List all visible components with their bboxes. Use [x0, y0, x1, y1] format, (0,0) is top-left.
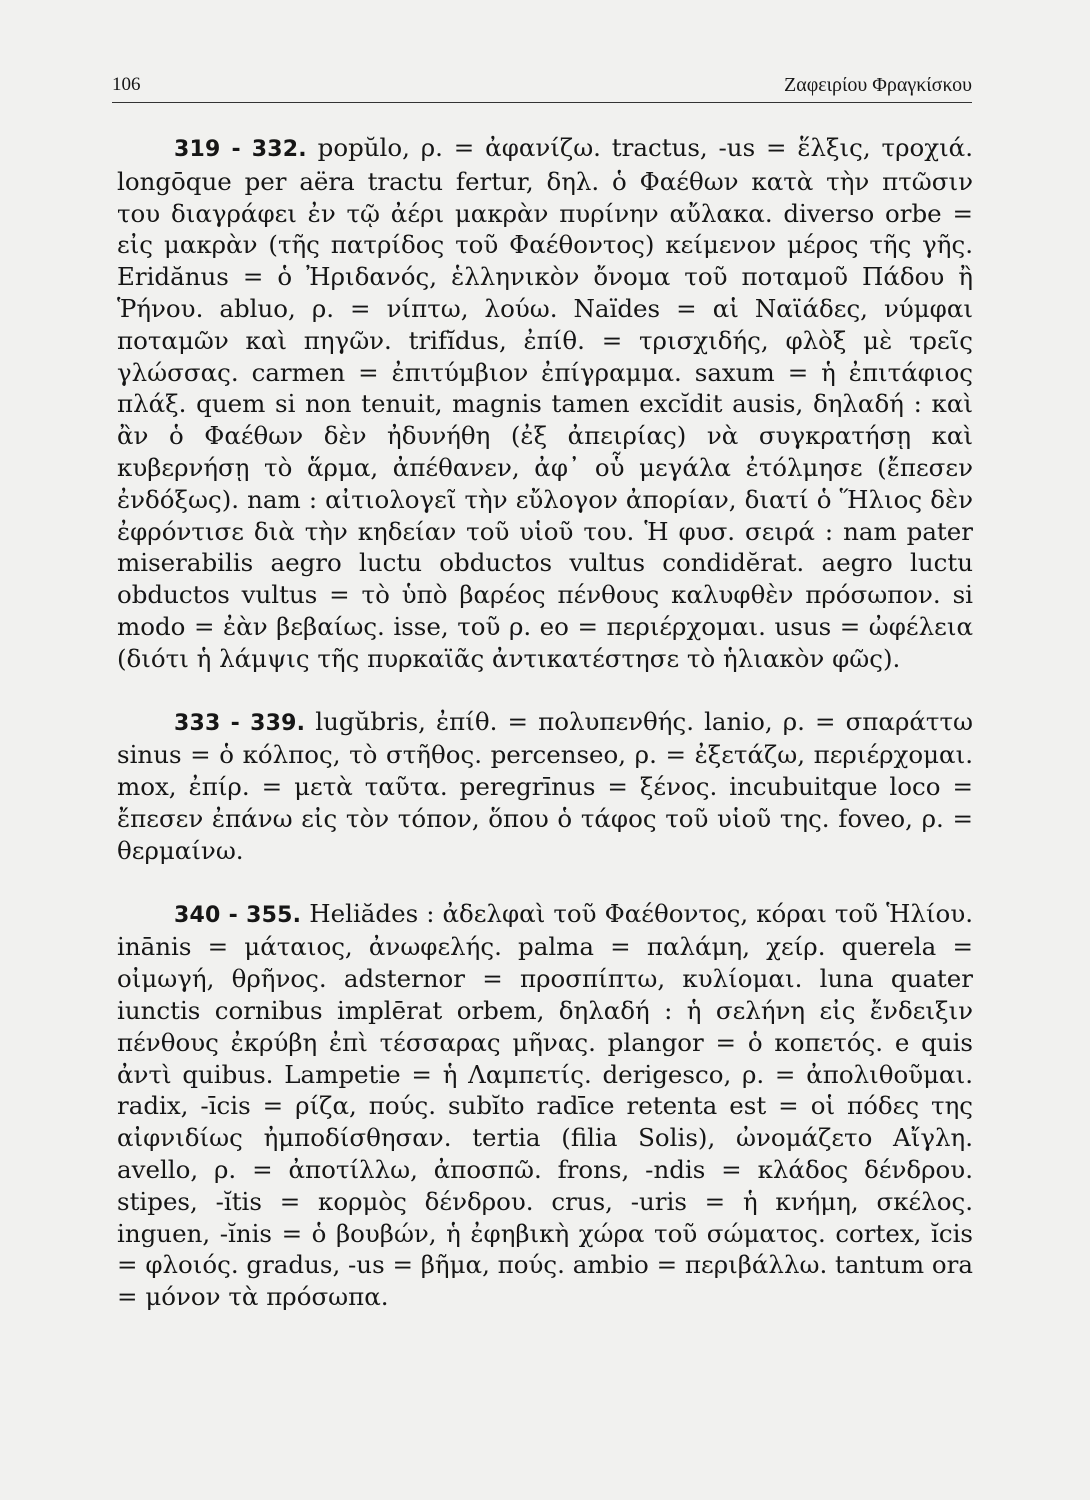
verse-reference: 333 - 339.	[174, 710, 306, 736]
running-title: Ζαφειρίου Φραγκίσκου	[784, 73, 972, 96]
verse-reference: 340 - 355.	[174, 902, 302, 928]
entry-text: popŭlo, ρ. = ἀφανίζω. tractus, -us = ἕλξις, τροχιά. longōque per aëra tractu fertur, δηλ. ὁ Φαέθων κατὰ τὴν πτῶσιν του διαγράφει ἐν τῷ ἀέρι μακρὰν πυρίνην αὔλακα. diverso orbe = εἰς μακρὰν (τῆς πατρίδος τοῦ Φαέθοντος) κείμενον μέρος τῆς γῆς. Eridănus = ὁ Ἠριδανός, ἑλληνικὸν ὄνομα τοῦ ποταμοῦ Πάδου ἢ Ῥήνου. abluo, ρ. = νίπτω, λούω. Naïdes = αἱ Ναϊάδες, νύμφαι ποταμῶν καὶ πηγῶν. trifĭdus, ἐπίθ. = τρισχιδής, φλὸξ μὲ τρεῖς γλώσσας. carmen = ἐπιτύμβιον ἐπίγραμμα. saxum = ἡ ἐπιτάφιος πλάξ. quem si non tenuit, magnis tamen excĭdit ausis, δηλαδή : καὶ ἂν ὁ Φαέθων δὲν ἠδυνήθη (ἐξ ἀπειρίας) νὰ συγκρατήσῃ καὶ κυβερνήσῃ τὸ ἅρμα, ἀπέθανεν, ἀφ᾽ οὗ μεγάλα ἐτόλμησε (ἔπεσεν ἐνδόξως). nam : αἰτιολογεῖ τὴν εὔλογον ἀπορίαν, διατί ὁ Ἥλιος δὲν ἐφρόντισε διὰ τὴν κηδείαν τοῦ υἱοῦ του. Ἡ φυσ. σειρά : nam pater miserabilis aegro luctu obductos vultus condidĕrat. aegro luctu obductos vultus = τὸ ὑπὸ βαρέος πένθους καλυφθὲν πρόσωπον. si modo = ἐὰν βεβαίως. isse, τοῦ ρ. eo = περιέρχομαι. usus = ὠφέλεια (διότι ἡ λάμψις τῆς πυρκαϊᾶς ἀντικατέστησε τὸ ἡλιακὸν φῶς).	[117, 133, 974, 673]
entry-text: lugŭbris, ἐπίθ. = πολυπενθής. lanio, ρ. = σπαράττω sinus = ὁ κόλπος, τὸ στῆθος. percenseo, ρ. = ἐξετάζω, περιέρχομαι. mox, ἐπίρ. = μετὰ ταῦτα. peregrīnus = ξένος. incubuitque loco = ἔπεσεν ἐπάνω εἰς τὸν τόπον, ὅπου ὁ τάφος τοῦ υἱοῦ της. foveo, ρ. = θερμαίνω.	[117, 706, 973, 865]
commentary-entry	[117, 706, 973, 867]
commentary-body	[117, 132, 973, 1344]
commentary-entry	[117, 898, 973, 1313]
page-number: 106	[112, 74, 141, 95]
commentary-entry	[117, 132, 973, 675]
entry-text: Heliădes : ἀδελφαὶ τοῦ Φαέθοντος, κόραι τοῦ Ἡλίου. inānis = μάταιος, ἀνωφελής. palma = παλάμη, χείρ. querela = οἰμωγή, θρῆνος. adsternor = προσπίπτω, κυλίομαι. luna quater iunctis cornibus implērat orbem, δηλαδή : ἡ σελήνη εἰς ἔνδειξιν πένθους ἐκρύβη ἐπὶ τέσσαρας μῆνας. plangor = ὁ κοπετός. e quis ἀντὶ quibus. Lampetie = ἡ Λαμπετίς. derigesco, ρ. = ἀπολιθοῦμαι. radix, -īcis = ρίζα, πούς. subĭto radīce retenta est = οἱ πόδες της αἰφνιδίως ἠμποδίσθησαν. tertia (filia Solis), ὠνομάζετο Αἴγλη. avello, ρ. = ἀποτίλλω, ἀποσπῶ. frons, -ndis = κλάδος δένδρου. stipes, -ĭtis = κορμὸς δένδρου. crus, -uris = ἡ κνήμη, σκέλος. inguen, -ĭnis = ὁ βουβών, ἡ ἐφηβικὴ χώρα τοῦ σώματος. cortex, ĭcis = φλοιός. gradus, -us = βῆμα, πούς. ambio = περιβάλλω. tantum ora = μόνον τὰ πρόσωπα.	[117, 898, 973, 1312]
verse-reference: 319 - 332.	[174, 137, 307, 162]
page-header	[112, 68, 972, 103]
